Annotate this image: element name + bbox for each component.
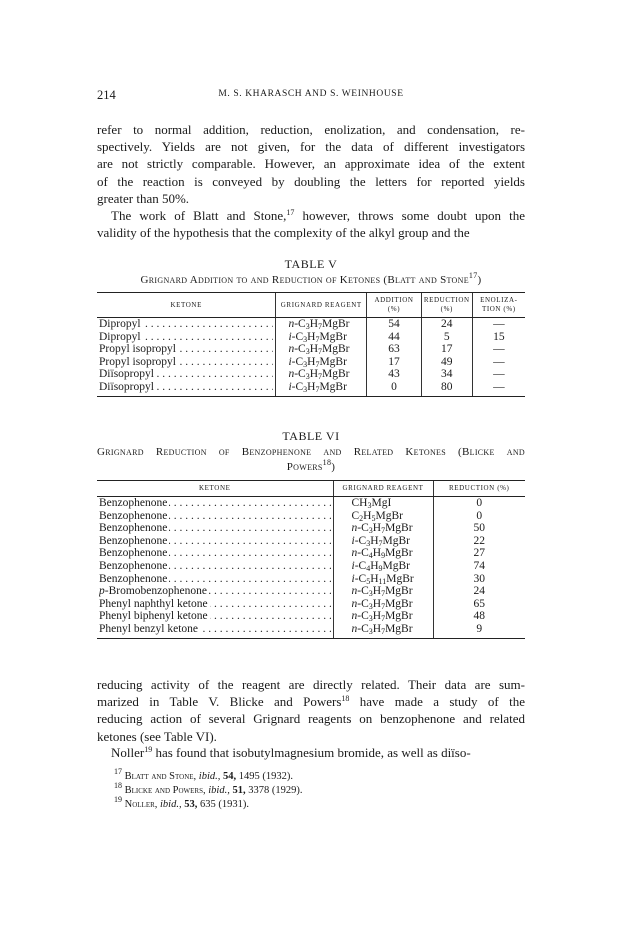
cell-ketone: Benzophenone . . . [97,497,333,510]
cell-enolization: 15 [472,331,525,344]
cell-reagent: $i-C_3H_7MgBr$ [276,356,367,369]
reagent-prefix: n- [351,597,362,610]
cell-ketone: Propyl isopropyl . . . [97,356,276,369]
cell-reduction: 24 [433,585,525,598]
reagent-prefix: i- [351,572,359,585]
table-header-row [97,293,525,318]
reagent-prefix: i- [351,534,359,547]
cell-ketone: Benzophenone . . . [97,522,333,535]
table-row [97,318,525,331]
column-header-reduction: REDUCTION (%) [433,481,525,497]
cell-reagent: $i-C_3H_7MgBr$ [333,535,433,548]
table-row [97,560,525,573]
paragraph-line: spectively. Yields are not given, for the data of different investigators [97,139,525,155]
reagent-prefix: i- [288,380,296,393]
cell-reagent: $i-C_5H_{11}MgBr$ [333,573,433,586]
paragraph-line: are not strictly comparable. However, an approximate idea of the extent [97,156,525,172]
cell-reagent: $C_2H_5MgBr$ [333,510,433,523]
cell-reduction: 50 [433,522,525,535]
cell-reagent: $i-C_3H_7MgBr$ [276,331,367,344]
paragraph-line: ketones (see Table VI). [97,728,217,744]
cell-ketone: p-Bromobenzophenone . . . [97,585,333,598]
paragraph-line: validity of the hypothesis that the complexity of the alkyl group and the [97,225,470,241]
cell-reduction: 24 [421,318,472,331]
reagent-prefix: n- [351,610,362,623]
paragraph-line: Noller$^{19}$ has found that isobutylmagnesium bromide, as well as diïso- [111,745,471,760]
cell-ketone: Dipropyl . . . [97,318,276,331]
table-row [97,610,525,623]
citation-ref: 17 [286,208,295,217]
column-header-reagent: GRIGNARD REAGENT [276,293,367,318]
reagent-prefix: n- [288,368,299,381]
table-row [97,585,525,598]
table-header-row [97,481,525,497]
footnote-17: $^{17}$ Blatt and Stone, ibid., 54, 1495 (1932). [114,767,293,782]
paragraph-line: greater than 50%. [97,190,190,206]
table-6 [97,480,525,639]
cell-addition: 17 [367,356,422,369]
paragraph-line: reducing activity of the reagent are directly related. Their data are sum- [97,677,525,692]
table-row [97,368,525,381]
cell-ketone: Benzophenone . . . [97,547,333,560]
table-row [97,331,525,344]
paragraph-line: marized in Table V. Blicke and Powers$^{18}$ have made a study of the [97,694,526,710]
cell-ketone: Benzophenone . . . [97,535,333,548]
cell-enolization: — [472,368,525,381]
cell-reagent: $n-C_3H_7MgBr$ [333,623,433,638]
table-5-title: TABLE V [284,257,338,271]
cell-reagent: $i-C_3H_7MgBr$ [276,381,367,396]
page-number: 214 [97,88,116,102]
paragraph-line: refer to normal addition, reduction, enolization, and condensation, re- [97,122,525,137]
cell-reagent: $n-C_3H_7MgBr$ [333,610,433,623]
cell-ketone: Propyl isopropyl . . . [97,343,276,356]
column-header-addition: ADDITION (%) [367,293,422,318]
cell-reduction: 65 [433,598,525,611]
reagent-prefix: i- [351,559,359,572]
reagent-prefix: n- [351,585,362,598]
cell-reagent: $n-C_3H_7MgBr$ [333,585,433,598]
running-head: M. S. KHARASCH AND S. WEINHOUSE [218,89,404,99]
column-header-reduction: REDUCTION (%) [421,293,472,318]
paragraph-line: of the reaction is conveyed by doubling the letters for reported yields [97,173,525,189]
cell-ketone: Diïsopropyl . . . [97,368,276,381]
citation-ref: 19 [144,745,153,754]
paragraph-line: reducing action of several Grignard reagents on benzophenone and related [97,711,525,727]
cell-addition: 63 [367,343,422,356]
cell-reduction: 74 [433,560,525,573]
footnote-19: $^{19}$ Noller, ibid., 53, 635 (1931). [114,795,249,810]
cell-reagent: $n-C_3H_7MgBr$ [276,318,367,331]
table-row [97,510,525,523]
cell-ketone: Phenyl biphenyl ketone . . . [97,610,333,623]
column-header-enolization: ENOLIZA-TION (%) [472,293,525,318]
table-6-caption-line-1: Grignard Reduction of Benzophenone and Related Ketones (Blicke and [97,446,525,458]
cell-reagent: $n-C_3H_7MgBr$ [333,522,433,535]
table-row [97,598,525,611]
table-row [97,573,525,586]
table-6-title: TABLE VI [282,429,340,443]
table-row [97,381,525,396]
cell-enolization: — [472,381,525,396]
reagent-prefix: n- [351,522,362,535]
table-row [97,623,525,638]
reagent-prefix: n- [288,343,299,356]
cell-ketone: Phenyl naphthyl ketone . . . [97,598,333,611]
footnote-18: $^{18}$ Blicke and Powers, ibid., 51, 3378 (1929). [114,781,303,796]
cell-reagent: $n-C_3H_7MgBr$ [276,343,367,356]
cell-reduction: 49 [421,356,472,369]
paragraph-3 [97,676,525,745]
table-row [97,497,525,510]
table-6-caption-line-2: Powers$^{18}$) [286,458,336,473]
cell-addition: 54 [367,318,422,331]
table-row [97,547,525,560]
column-header-reagent: GRIGNARD REAGENT [333,481,433,497]
cell-reduction: 34 [421,368,472,381]
cell-reduction: 27 [433,547,525,560]
cell-reduction: 80 [421,381,472,396]
cell-ketone: Benzophenone . . . [97,560,333,573]
cell-ketone: Benzophenone . . . [97,510,333,523]
cell-reagent: $n-C_3H_7MgBr$ [276,368,367,381]
page-header [97,88,525,102]
cell-ketone: Benzophenone . . . [97,573,333,586]
cell-reagent: $CH_3MgI$ [333,497,433,510]
table-row [97,343,525,356]
table-row [97,356,525,369]
footnotes [114,767,514,812]
reagent-prefix: i- [288,330,296,343]
cell-reduction: 5 [421,331,472,344]
reagent-prefix: n- [351,547,362,560]
paragraph-4 [97,744,525,761]
cell-ketone: Dipropyl . . . [97,331,276,344]
table-row [97,535,525,548]
cell-reagent: $i-C_4H_9MgBr$ [333,560,433,573]
cell-enolization: — [472,318,525,331]
column-header-ketone: KETONE [97,293,276,318]
cell-ketone: Diïsopropyl . . . [97,381,276,396]
cell-addition: 43 [367,368,422,381]
cell-reduction: 9 [433,623,525,638]
cell-ketone: Phenyl benzyl ketone . . . [97,623,333,638]
paragraph-2 [97,207,525,241]
cell-reduction: 22 [433,535,525,548]
table-row [97,522,525,535]
cell-reduction: 30 [433,573,525,586]
column-header-ketone: KETONE [97,481,333,497]
reagent-prefix: i- [288,355,296,368]
cell-enolization: — [472,356,525,369]
table-5 [97,292,525,397]
cell-addition: 0 [367,381,422,396]
cell-reagent: $n-C_3H_7MgBr$ [333,598,433,611]
citation-ref: 18 [341,694,350,704]
cell-reduction: 17 [421,343,472,356]
cell-reduction: 0 [433,510,525,523]
paragraph-1 [97,121,525,207]
paragraph-line: The work of Blatt and Stone,$^{17}$ however, throws some doubt upon the [111,208,525,223]
cell-reagent: $n-C_4H_9MgBr$ [333,547,433,560]
cell-enolization: — [472,343,525,356]
cell-reduction: 0 [433,497,525,510]
cell-addition: 44 [367,331,422,344]
reagent-prefix: n- [288,318,299,330]
table-5-caption: Grignard Addition to and Reduction of Ketones (Blatt and Stone$^{17}$) [140,271,482,286]
reagent-prefix: n- [351,622,362,635]
cell-reduction: 48 [433,610,525,623]
